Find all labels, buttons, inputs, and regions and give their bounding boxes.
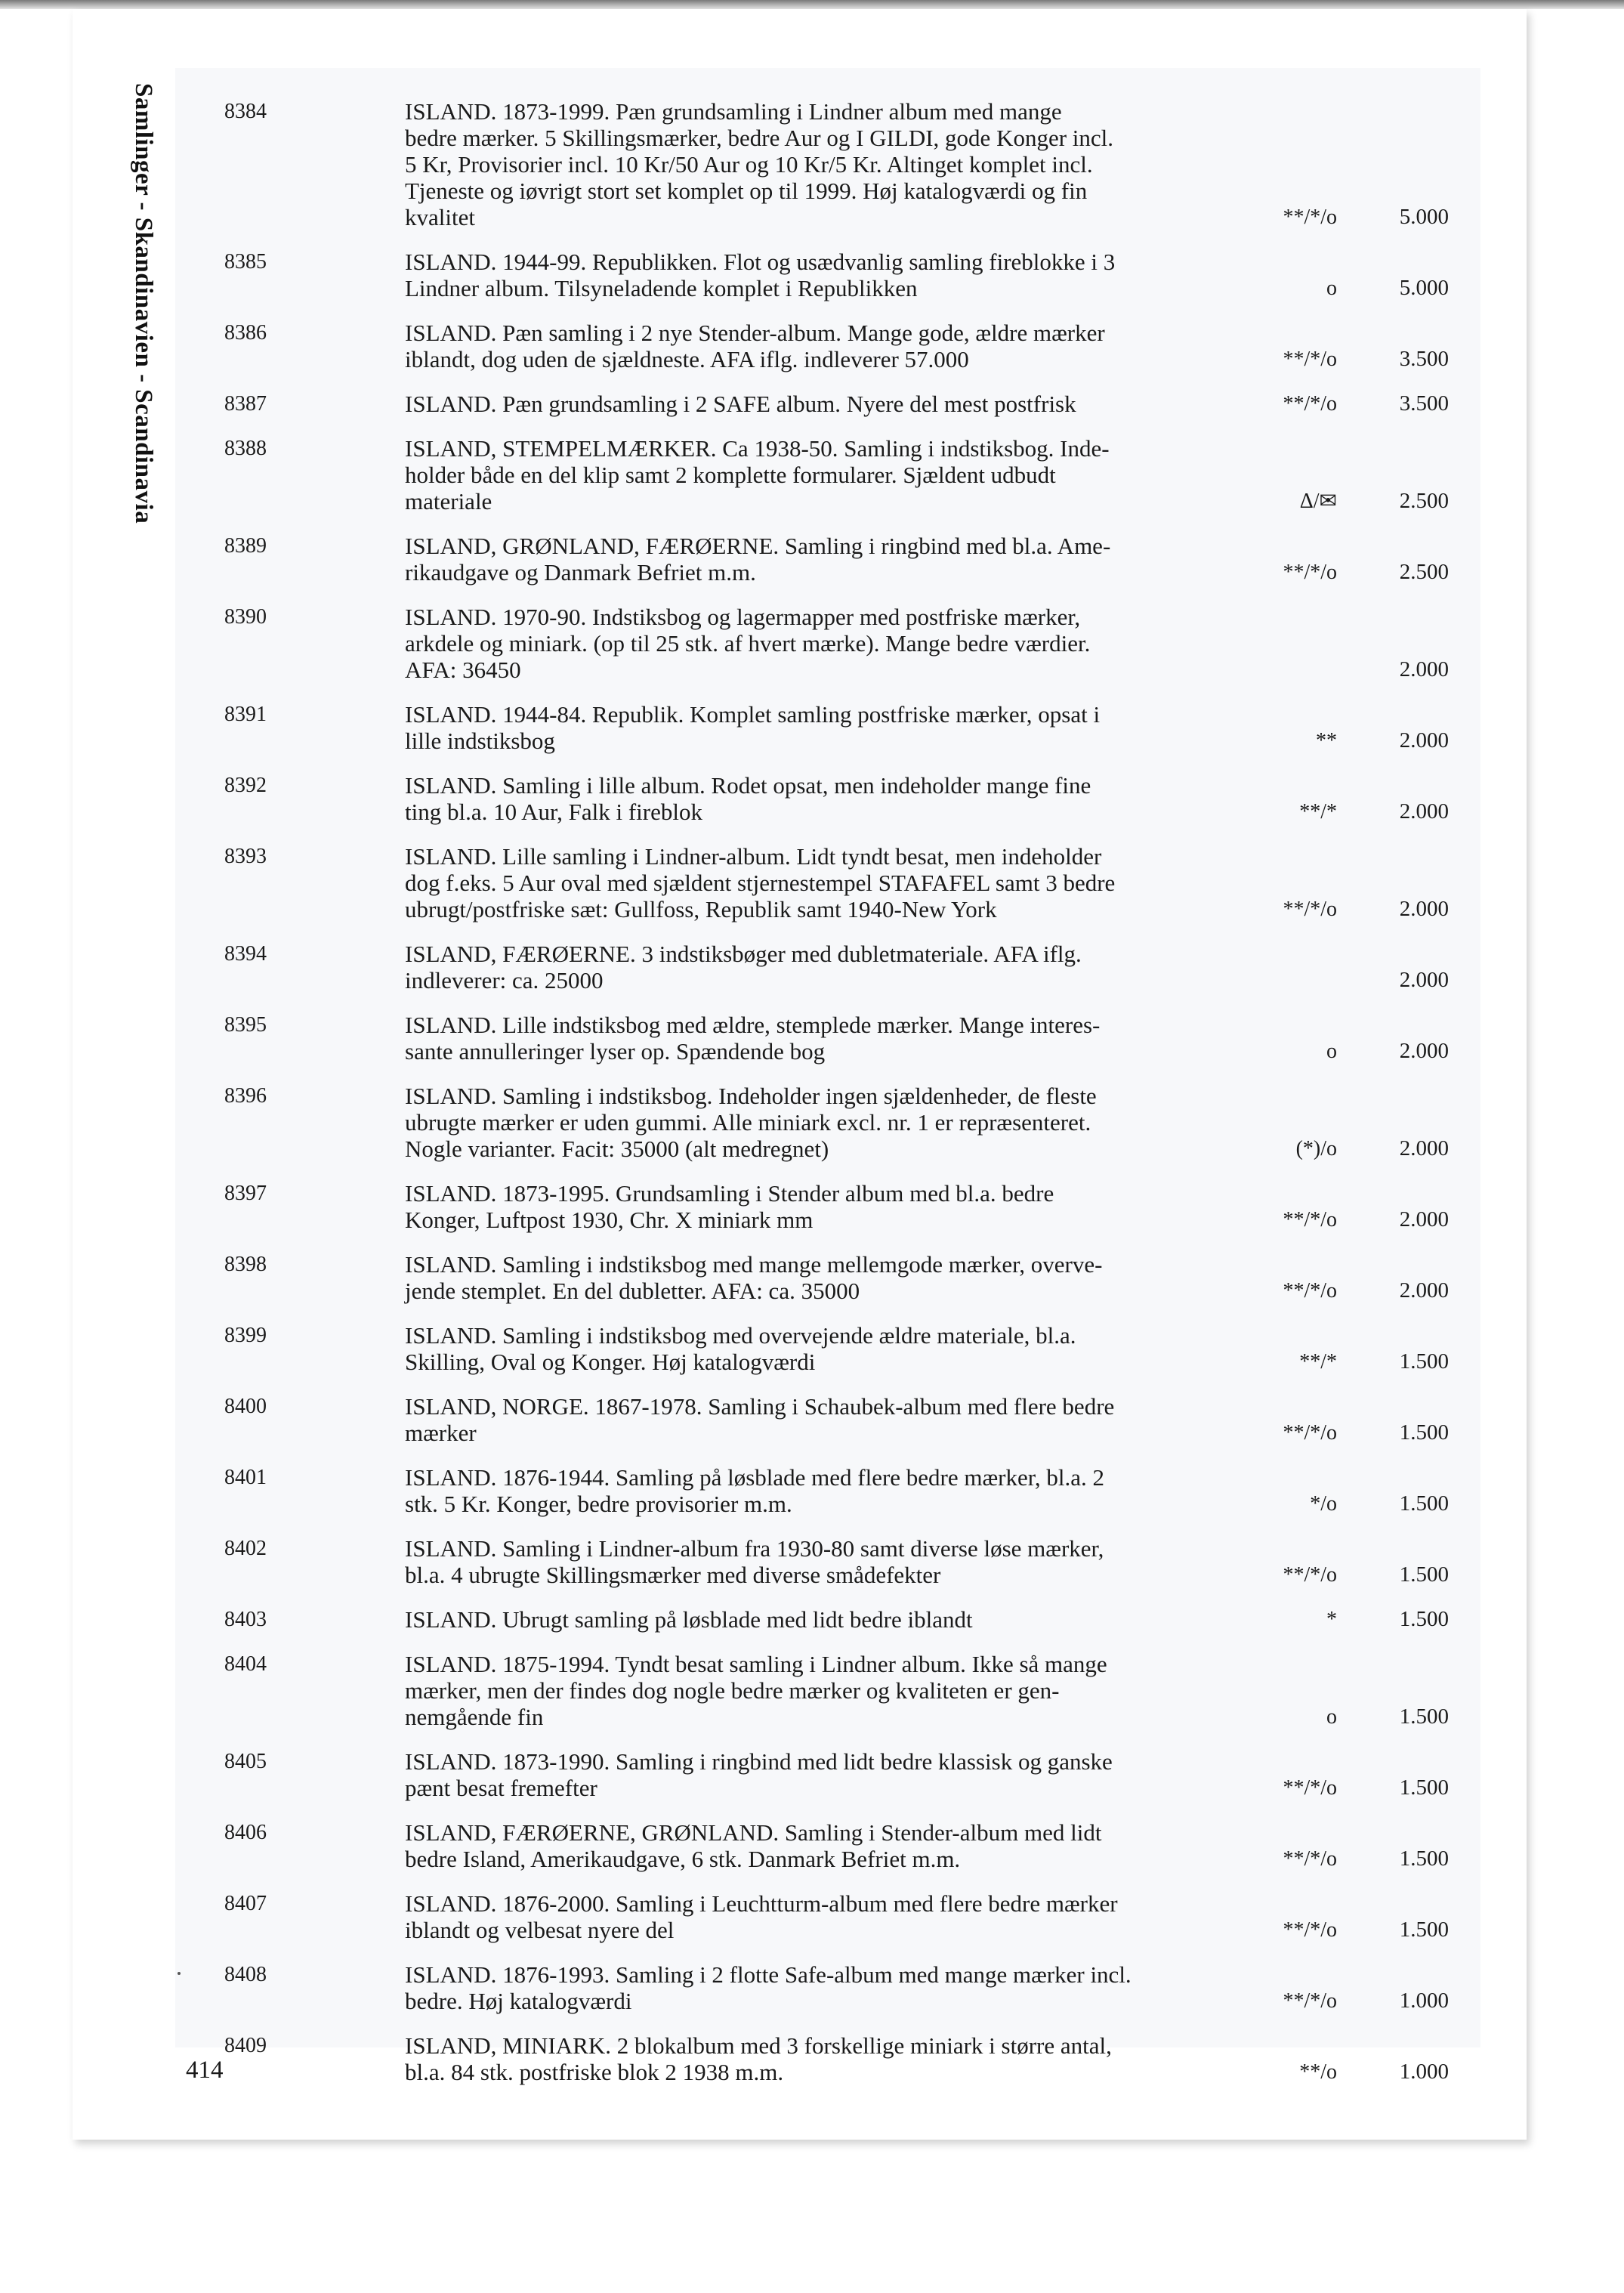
lot-row	[175, 533, 1480, 586]
lot-price: 2.000	[1399, 897, 1449, 921]
lot-price: 2.000	[1399, 799, 1449, 824]
lot-number: 8402	[224, 1537, 267, 1560]
lot-condition: **/*/o	[1283, 206, 1337, 229]
lot-description: ISLAND. Samling i lille album. Rodet opsat, men indeholder mange fine ting bl.a. 10 Aur, Falk i fireblok	[405, 772, 1091, 825]
lot-price: 1.500	[1399, 1775, 1449, 1800]
lot-description: ISLAND. Samling i Lindner-album fra 1930-80 samt diverse løse mærker, bl.a. 4 ubrugte Skillingsmærker med diverse smådefekter	[405, 1535, 1104, 1588]
lot-number: 8399	[224, 1324, 267, 1347]
lot-condition: **/o	[1299, 2060, 1337, 2084]
lot-condition: */o	[1310, 1492, 1337, 1516]
lot-price: 2.000	[1399, 1278, 1449, 1303]
lot-list	[175, 98, 1480, 2103]
lot-price: 2.000	[1399, 1039, 1449, 1063]
lot-number: 8384	[224, 100, 267, 123]
lot-condition: o	[1326, 1040, 1337, 1063]
lot-number: 8407	[224, 1892, 267, 1915]
lot-description: ISLAND. 1876-2000. Samling i Leuchtturm-album med flere bedre mærker iblandt og velbesat nyere del	[405, 1890, 1118, 1943]
lot-price: 2.000	[1399, 728, 1449, 752]
lot-condition: **/*/o	[1283, 1208, 1337, 1231]
lot-condition: Δ/✉	[1299, 490, 1337, 513]
lot-row	[175, 1393, 1480, 1446]
lot-number: 8403	[224, 1608, 267, 1631]
lot-description: ISLAND. Samling i indstiksbog med overvejende ældre materiale, bl.a. Skilling, Oval og Konger. Høj katalogværdi	[405, 1322, 1076, 1375]
lot-row	[175, 1606, 1480, 1633]
lot-condition: **/*/o	[1283, 1563, 1337, 1587]
lot-number: 8409	[224, 2034, 267, 2057]
lot-description: ISLAND, GRØNLAND, FÆRØERNE. Samling i ringbind med bl.a. Ame- rikaudgave og Danmark Befriet m.m.	[405, 533, 1111, 586]
lot-condition: **/*/o	[1283, 1918, 1337, 1942]
lot-row	[175, 1251, 1480, 1304]
lot-row	[175, 1083, 1480, 1162]
lot-row	[175, 1180, 1480, 1233]
lot-description: ISLAND. Samling i indstiksbog. Indeholder ingen sjældenheder, de fleste ubrugte mærker er uden gummi. Alle miniark excl. nr. 1 er repræsenteret. Nogle varianter. Facit: 35000 (alt medregnet)	[405, 1083, 1097, 1162]
lot-price: 2.000	[1399, 1136, 1449, 1160]
lot-number: 8405	[224, 1750, 267, 1773]
lot-row	[175, 1651, 1480, 1730]
lot-description: ISLAND. 1970-90. Indstiksbog og lagermapper med postfriske mærker, arkdele og miniark. (op til 25 stk. af hvert mærke). Mange bedre værdier. AFA: 36450	[405, 604, 1091, 683]
lot-number: 8408	[224, 1963, 267, 1986]
lot-price: 3.500	[1399, 347, 1449, 371]
lot-price: 1.500	[1399, 1491, 1449, 1516]
lot-description: ISLAND. 1873-1995. Grundsamling i Stender album med bl.a. bedre Konger, Luftpost 1930, Chr. X miniark mm	[405, 1180, 1054, 1233]
lot-description: ISLAND. 1876-1993. Samling i 2 flotte Safe-album med mange mærker incl. bedre. Høj katalogværdi	[405, 1961, 1132, 2014]
lot-price: 2.500	[1399, 560, 1449, 584]
lot-number: 8387	[224, 392, 267, 416]
lot-description: ISLAND. Pæn grundsamling i 2 SAFE album. Nyere del mest postfrisk	[405, 391, 1076, 417]
section-side-title: Samlinger - Skandinavien - Scandinavia	[130, 83, 157, 524]
lot-description: ISLAND. 1873-1990. Samling i ringbind med lidt bedre klassisk og ganske pænt besat fremefter	[405, 1748, 1113, 1801]
lot-price: 1.500	[1399, 1607, 1449, 1631]
lot-number: 8397	[224, 1182, 267, 1205]
lot-number: 8404	[224, 1652, 267, 1676]
lot-condition: **	[1316, 729, 1337, 752]
lot-condition: *	[1326, 1608, 1337, 1631]
lot-number: 8391	[224, 703, 267, 726]
lot-row	[175, 1322, 1480, 1375]
lot-row	[175, 2032, 1480, 2085]
lot-row	[175, 249, 1480, 301]
lot-description: ISLAND. 1875-1994. Tyndt besat samling i Lindner album. Ikke så mange mærker, men der findes dog nogle bedre mærker og kvaliteten er gen- nemgående fin	[405, 1651, 1107, 1730]
lot-price: 5.000	[1399, 205, 1449, 229]
lot-description: ISLAND, MINIARK. 2 blokalbum med 3 forskellige miniark i større antal, bl.a. 84 stk. postfriske blok 2 1938 m.m.	[405, 2032, 1112, 2085]
lot-price: 1.500	[1399, 1704, 1449, 1729]
lot-price: 2.000	[1399, 657, 1449, 681]
lot-number: 8392	[224, 774, 267, 797]
lot-condition: **/*/o	[1283, 392, 1337, 416]
lot-number: 8394	[224, 942, 267, 966]
lot-description: ISLAND. Ubrugt samling på løsblade med lidt bedre iblandt	[405, 1606, 973, 1633]
lot-number: 8389	[224, 534, 267, 558]
lot-price: 1.000	[1399, 2060, 1449, 2084]
lot-row	[175, 843, 1480, 922]
lot-number: 8398	[224, 1253, 267, 1276]
lot-description: ISLAND. Lille indstiksbog med ældre, stemplede mærker. Mange interes- sante annulleringer lyser op. Spændende bog	[405, 1012, 1101, 1065]
lot-condition: **/*/o	[1283, 1421, 1337, 1445]
lot-condition: o	[1326, 1705, 1337, 1729]
lot-description: ISLAND. Pæn samling i 2 nye Stender-album. Mange gode, ældre mærker iblandt, dog uden de sjældneste. AFA iflg. indleverer 57.000	[405, 320, 1105, 372]
lot-condition: **/*	[1299, 800, 1337, 824]
lot-row	[175, 941, 1480, 994]
lot-description: ISLAND. 1876-1944. Samling på løsblade med flere bedre mærker, bl.a. 2 stk. 5 Kr. Konger, bedre provisorier m.m.	[405, 1464, 1104, 1517]
lot-row	[175, 604, 1480, 683]
lot-row	[175, 1890, 1480, 1943]
lot-condition: o	[1326, 277, 1337, 300]
lot-description: ISLAND, NORGE. 1867-1978. Samling i Schaubek-album med flere bedre mærker	[405, 1393, 1115, 1446]
lot-number: 8386	[224, 321, 267, 345]
lot-number: 8406	[224, 1821, 267, 1844]
lot-price: 1.000	[1399, 1989, 1449, 2013]
lot-row	[175, 391, 1480, 417]
lot-description: ISLAND. 1944-84. Republik. Komplet samling postfriske mærker, opsat i lille indstiksbog	[405, 701, 1101, 754]
lot-number: 8396	[224, 1084, 267, 1108]
lot-condition: **/*/o	[1283, 1776, 1337, 1800]
lot-price: 2.500	[1399, 489, 1449, 513]
lot-price: 1.500	[1399, 1420, 1449, 1445]
lot-number: 8388	[224, 437, 267, 460]
lot-row	[175, 1819, 1480, 1872]
lot-condition: **/*	[1299, 1350, 1337, 1374]
lot-condition: **/*/o	[1283, 1847, 1337, 1871]
lot-condition: **/*/o	[1283, 898, 1337, 921]
scan-edge	[0, 0, 1624, 9]
lot-price: 1.500	[1399, 1562, 1449, 1587]
lot-row	[175, 435, 1480, 515]
lot-condition: (*)/o	[1295, 1137, 1337, 1160]
lot-row	[175, 1464, 1480, 1517]
lot-price: 1.500	[1399, 1846, 1449, 1871]
page-number: 414	[186, 2057, 224, 2084]
lot-row	[175, 98, 1480, 230]
lot-condition: **/*/o	[1283, 561, 1337, 584]
lot-row	[175, 1535, 1480, 1588]
lot-condition: **/*/o	[1283, 1279, 1337, 1303]
lot-description: ISLAND, FÆRØERNE, GRØNLAND. Samling i Stender-album med lidt bedre Island, Amerikaudgave, 6 stk. Danmark Befriet m.m.	[405, 1819, 1102, 1872]
lot-price: 1.500	[1399, 1349, 1449, 1374]
lot-number: 8400	[224, 1395, 267, 1418]
lot-price: 2.000	[1399, 1207, 1449, 1231]
lot-row	[175, 701, 1480, 754]
lot-number: 8393	[224, 845, 267, 868]
lot-condition: **/*/o	[1283, 348, 1337, 371]
lot-price: 2.000	[1399, 968, 1449, 992]
lot-number: 8385	[224, 250, 267, 273]
lot-description: ISLAND, FÆRØERNE. 3 indstiksbøger med dubletmateriale. AFA iflg. indleverer: ca. 25000	[405, 941, 1082, 994]
lot-row	[175, 1748, 1480, 1801]
lot-number: 8401	[224, 1466, 267, 1489]
lot-description: ISLAND. Samling i indstiksbog med mange mellemgode mærker, overve- jende stemplet. En del dubletter. AFA: ca. 35000	[405, 1251, 1103, 1304]
lot-row	[175, 320, 1480, 372]
lot-description: ISLAND. Lille samling i Lindner-album. Lidt tyndt besat, men indeholder dog f.eks. 5 Aur oval med sjældent stjernestempel STAFAFEL samt 3 bedre ubrugt/postfriske sæt: Gullfoss, Republik samt 1940-New York	[405, 843, 1116, 922]
lot-number: 8390	[224, 605, 267, 629]
lot-description: ISLAND. 1873-1999. Pæn grundsamling i Lindner album med mange bedre mærker. 5 Skillingsmærker, bedre Aur og I GILDI, gode Konger incl. 5 Kr, Provisorier incl. 10 Kr/50 Aur og 10 Kr/5 Kr. Altinget komplet incl. Tjeneste og iøvrigt stort set komplet op til 1999. Høj katalogværdi og fin kvalitet	[405, 98, 1114, 230]
lot-price: 1.500	[1399, 1918, 1449, 1942]
scan-speck	[178, 1972, 181, 1975]
lot-condition: **/*/o	[1283, 1989, 1337, 2013]
lot-row	[175, 1012, 1480, 1065]
lot-row	[175, 772, 1480, 825]
lot-description: ISLAND. 1944-99. Republikken. Flot og usædvanlig samling fireblokke i 3 Lindner album. Tilsyneladende komplet i Republikken	[405, 249, 1116, 301]
lot-row	[175, 1961, 1480, 2014]
lot-description: ISLAND, STEMPELMÆRKER. Ca 1938-50. Samling i indstiksbog. Inde- holder både en del klip samt 2 komplette formularer. Sjældent udbudt materiale	[405, 435, 1110, 515]
lot-price: 5.000	[1399, 276, 1449, 300]
lot-number: 8395	[224, 1013, 267, 1037]
lot-price: 3.500	[1399, 391, 1449, 416]
